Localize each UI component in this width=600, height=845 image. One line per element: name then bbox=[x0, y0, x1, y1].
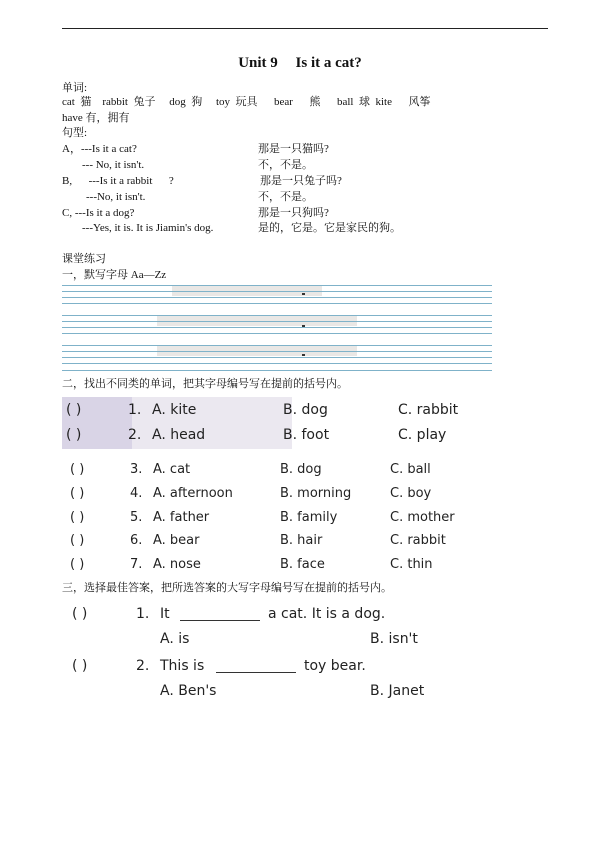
sentence-en: ---Yes, it is. It is Jiamin's dog. bbox=[82, 222, 214, 234]
answer-paren[interactable]: ( ) bbox=[70, 486, 85, 501]
practice-label: 课堂练习 bbox=[62, 253, 106, 265]
sentence-zh: 那是一只猫吗? bbox=[258, 143, 329, 155]
vocab-line-1: cat 猫 rabbit 兔子 dog 狗 toy 玩具 bear 熊 ball 球 kite 风筝 bbox=[62, 96, 431, 108]
sentence-start: It bbox=[160, 606, 170, 622]
option-a: A. bear bbox=[153, 533, 200, 548]
sentence-end: toy bear. bbox=[304, 658, 366, 674]
option-c: C. boy bbox=[390, 486, 432, 501]
question-number: 1. bbox=[136, 606, 150, 622]
option-c: C. play bbox=[398, 427, 447, 443]
sentence-en: A，---Is it a cat? bbox=[62, 143, 137, 155]
question-number: 6. bbox=[130, 533, 143, 548]
answer-paren[interactable]: ( ) bbox=[70, 510, 85, 525]
option-c: C. ball bbox=[390, 462, 431, 477]
option-c: C. rabbit bbox=[398, 402, 459, 418]
option-c: C. mother bbox=[390, 510, 455, 525]
answer-paren[interactable]: ( ) bbox=[70, 533, 85, 548]
question-number: 7. bbox=[130, 557, 143, 572]
part1-heading: 一，默写字母 Aa—Zz bbox=[62, 269, 167, 281]
part2-heading: 二，找出不同类的单词，把其字母编号写在提前的括号内。 bbox=[62, 378, 348, 390]
option-b: B. face bbox=[280, 557, 325, 572]
option-b: B. isn't bbox=[370, 631, 418, 647]
part3-heading: 三，选择最佳答案，把所选答案的大写字母编号写在提前的括号内。 bbox=[62, 582, 392, 594]
question-number: 5. bbox=[130, 510, 143, 525]
option-a: A. afternoon bbox=[153, 486, 233, 501]
question-number: 2. bbox=[136, 658, 150, 674]
sentence-start: This is bbox=[160, 658, 205, 674]
option-a: A. head bbox=[152, 427, 206, 443]
option-a: A. cat bbox=[153, 462, 191, 477]
option-a: A. nose bbox=[153, 557, 201, 572]
option-b: B. dog bbox=[283, 402, 328, 418]
option-a: A. kite bbox=[152, 402, 197, 418]
option-a: A. is bbox=[160, 631, 190, 647]
option-b: B. Janet bbox=[370, 683, 425, 699]
lesson-title: Is it a cat? bbox=[295, 55, 362, 71]
page-title bbox=[0, 55, 600, 72]
option-b: B. family bbox=[280, 510, 338, 525]
answer-paren[interactable]: ( ) bbox=[66, 427, 82, 443]
sentence-en: B, ---Is it a rabbit ? bbox=[62, 175, 174, 187]
sentence-zh: 是的，它是。它是家民的狗。 bbox=[258, 222, 401, 234]
sentence-en: --- No, it isn't. bbox=[82, 159, 145, 171]
sentence-zh: 那是一只兔子吗? bbox=[260, 175, 342, 187]
sentence-zh: 那是一只狗吗? bbox=[258, 207, 329, 219]
answer-paren[interactable]: ( ) bbox=[70, 462, 85, 477]
option-a: A. Ben's bbox=[160, 683, 217, 699]
option-a: A. father bbox=[153, 510, 210, 525]
fill-blank[interactable] bbox=[180, 608, 260, 621]
answer-paren[interactable]: ( ) bbox=[72, 606, 88, 622]
sentence-en: ---No, it isn't. bbox=[86, 191, 146, 203]
option-b: B. morning bbox=[280, 486, 352, 501]
unit-label: Unit 9 bbox=[238, 55, 278, 71]
handwriting-lines bbox=[62, 284, 492, 376]
sentence-end: a cat. It is a dog. bbox=[268, 606, 386, 622]
vocab-line-2: have 有，拥有 bbox=[62, 112, 130, 124]
option-c: C. thin bbox=[390, 557, 433, 572]
sentences-label: 句型: bbox=[62, 127, 88, 139]
option-c: C. rabbit bbox=[390, 533, 446, 548]
answer-paren[interactable]: ( ) bbox=[70, 557, 85, 572]
fill-blank[interactable] bbox=[216, 660, 296, 673]
sentence-en: C, ---Is it a dog? bbox=[62, 207, 135, 219]
sentence-zh: 不，不是。 bbox=[258, 159, 313, 171]
question-number: 3. bbox=[130, 462, 143, 477]
answer-paren[interactable]: ( ) bbox=[66, 402, 82, 418]
answer-paren[interactable]: ( ) bbox=[72, 658, 88, 674]
question-number: 2. bbox=[128, 427, 142, 443]
option-b: B. dog bbox=[280, 462, 322, 477]
vocab-label: 单词: bbox=[62, 82, 88, 94]
sentence-zh: 不，不是。 bbox=[258, 191, 313, 203]
top-rule bbox=[62, 28, 548, 29]
question-number: 4. bbox=[130, 486, 143, 501]
question-number: 1. bbox=[128, 402, 142, 418]
option-b: B. hair bbox=[280, 533, 323, 548]
option-b: B. foot bbox=[283, 427, 330, 443]
